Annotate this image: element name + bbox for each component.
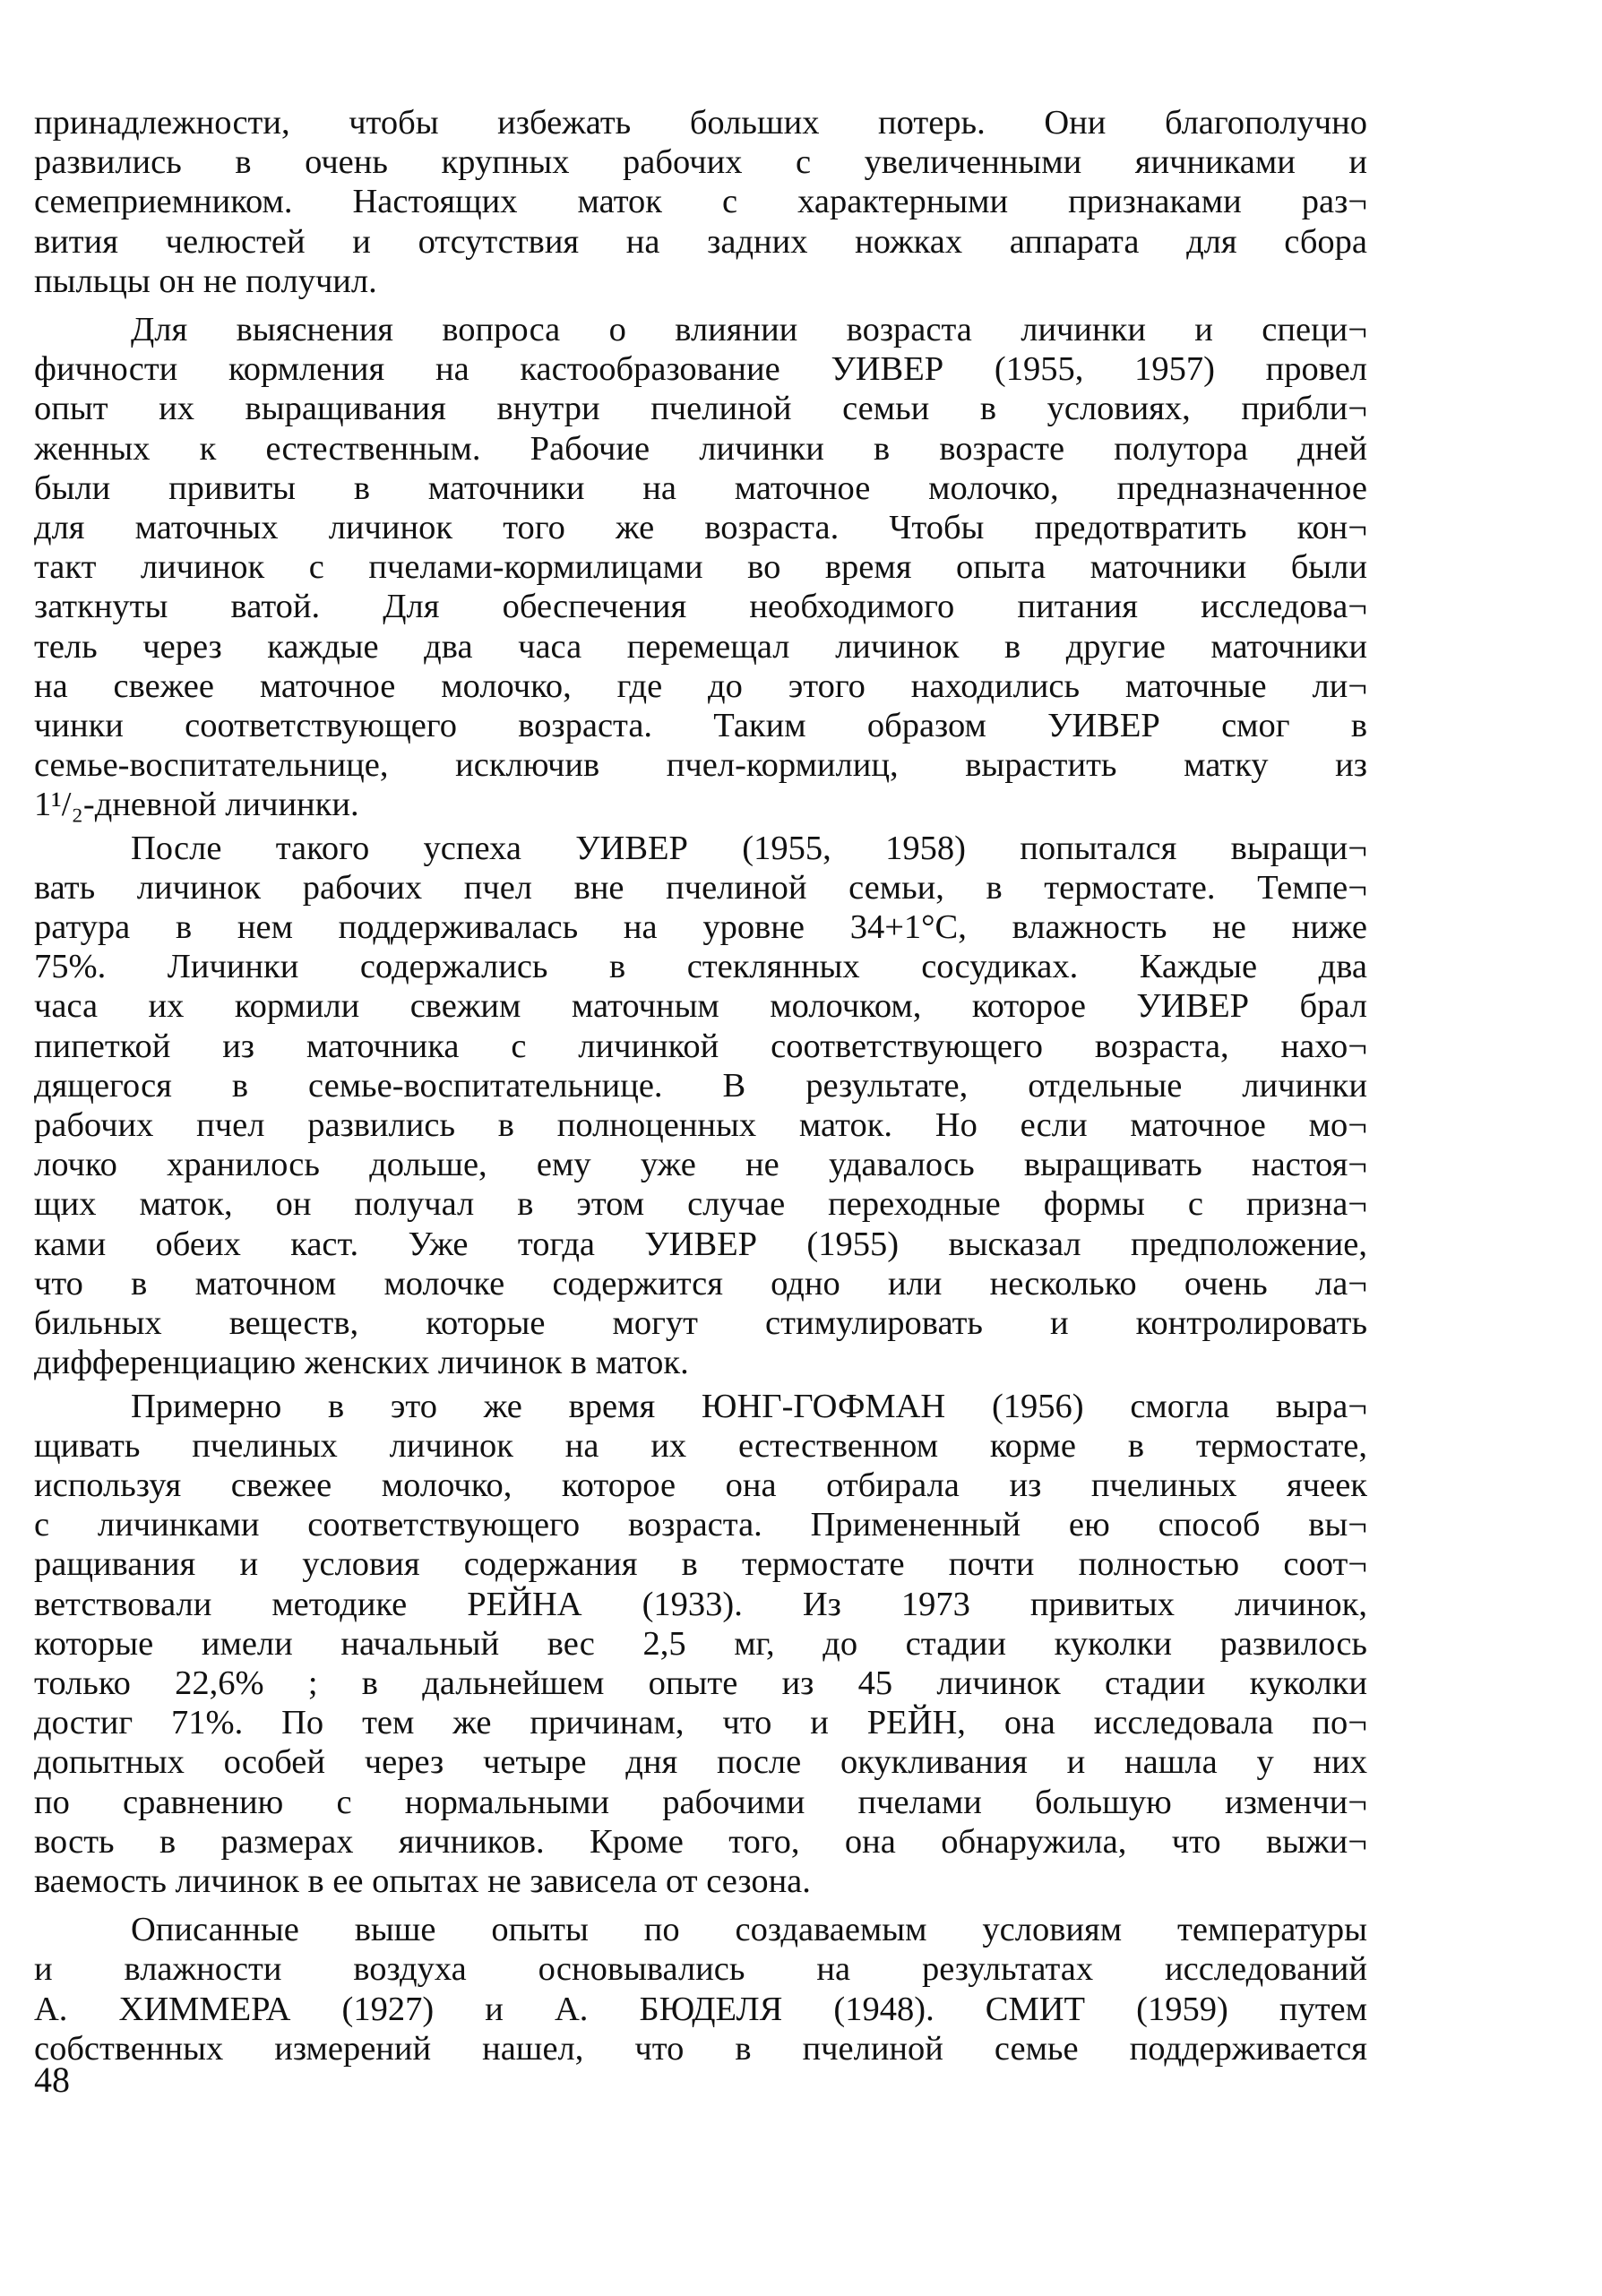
paragraph-2 <box>34 310 1367 825</box>
text-line: рабочих пчел развились в полноценных маток. Но если маточное мо¬ <box>34 1106 1367 1145</box>
text-line: дифференциацию женских личинок в маток. <box>34 1344 689 1382</box>
text-line: заткнуты ватой. Для обеспечения необходимого питания исследова¬ <box>34 588 1367 626</box>
text-line: на свежее маточное молочко, где до этого находились маточные ли¬ <box>34 666 1367 705</box>
text-line: пипеткой из маточника с личинкой соответствующего возраста, нахо¬ <box>34 1027 1367 1065</box>
text-line: 75%. Личинки содержались в стеклянных сосудиках. Каждые два <box>34 948 1367 986</box>
text-line: тель через каждые два часа перемещал личинок в другие маточники <box>34 627 1367 666</box>
text-line: После такого успеха УИВЕР (1955, 1958) попытался выращи¬ <box>131 829 1367 867</box>
text-line: по сравнению с нормальными рабочими пчелами большую изменчи¬ <box>34 1783 1367 1821</box>
text-line: были привиты в маточники на маточное молочко, предназначенное <box>34 469 1367 507</box>
text-line: ваемость личинок в ее опытах не зависела от сезона. <box>34 1862 811 1900</box>
text-line: что в маточном молочке содержится одно или несколько очень ла¬ <box>34 1264 1367 1303</box>
text-line: и влажности воздуха основывались на результатах исследований <box>34 1950 1367 1989</box>
page-body <box>34 103 1367 2068</box>
text-line: развились в очень крупных рабочих с увеличенными яичниками и <box>34 143 1367 182</box>
paragraph-1 <box>34 103 1367 301</box>
text-line: такт личинок с пчелами-кормилицами во время опыта маточники были <box>34 548 1367 587</box>
text-line: пыльцы он не получил. <box>34 262 377 300</box>
page-number: 48 <box>34 2060 70 2100</box>
text-line: А. ХИММЕРА (1927) и А. БЮДЕЛЯ (1948). СМИТ (1959) путем <box>34 1990 1367 2028</box>
text-line: ветствовали методике РЕЙНА (1933). Из 1973 привитых личинок, <box>34 1585 1367 1623</box>
text-line: собственных измерений нашел, что в пчелиной семье поддерживается <box>34 2029 1367 2068</box>
text-line: бильных веществ, которые могут стимулировать и контролировать <box>34 1304 1367 1343</box>
text-line: чинки соответствующего возраста. Таким образом УИВЕР смог в <box>34 707 1367 745</box>
text-line: ращивания и условия содержания в термостате почти полностью соот¬ <box>34 1545 1367 1584</box>
text-line: допытных особей через четыре дня после окукливания и нашла у них <box>34 1743 1367 1782</box>
paragraph-5 <box>34 1910 1367 2068</box>
text-line: Описанные выше опыты по создаваемым условиям температуры <box>131 1911 1367 1949</box>
text-line: принадлежности, чтобы избежать больших потерь. Они благополучно <box>34 104 1367 142</box>
paragraph-4 <box>34 1387 1367 1902</box>
paragraph-3 <box>34 829 1367 1383</box>
text-line: щивать пчелиных личинок на их естественном корме в термостате, <box>34 1426 1367 1465</box>
text-line: с личинками соответствующего возраста. Примененный ею способ вы¬ <box>34 1506 1367 1544</box>
text-line: дящегося в семье-воспитательнице. В результате, отдельные личинки <box>34 1066 1367 1105</box>
text-line: опыт их выращивания внутри пчелиной семьи в условиях, прибли¬ <box>34 390 1367 428</box>
text-line: ратура в нем поддерживалась на уровне 34+1°С, влажность не ниже <box>34 908 1367 947</box>
text-line: 1¹/₂-дневной личинки. <box>34 786 359 824</box>
text-line: щих маток, он получал в этом случае переходные формы с призна¬ <box>34 1185 1367 1224</box>
text-line: часа их кормили свежим маточным молочком, которое УИВЕР брал <box>34 987 1367 1026</box>
text-line: фичности кормления на кастообразование УИВЕР (1955, 1957) провел <box>34 350 1367 389</box>
text-line: используя свежее молочко, которое она отбирала из пчелиных ячеек <box>34 1466 1367 1504</box>
text-line: вать личинок рабочих пчел вне пчелиной семьи, в термостате. Темпе¬ <box>34 868 1367 907</box>
text-line: для маточных личинок того же возраста. Чтобы предотвратить кон¬ <box>34 509 1367 547</box>
text-line: Примерно в это же время ЮНГ-ГОФМАН (1956) смогла выра¬ <box>131 1387 1367 1425</box>
text-line: женных к естественным. Рабочие личинки в возрасте полутора дней <box>34 429 1367 468</box>
text-line: лочко хранилось дольше, ему уже не удавалось выращивать настоя¬ <box>34 1146 1367 1184</box>
text-line: семье-воспитательнице, исключив пчел-кормилиц, вырастить матку из <box>34 746 1367 785</box>
text-line: только 22,6% ; в дальнейшем опыте из 45 личинок стадии куколки <box>34 1664 1367 1702</box>
text-line: семеприемником. Настоящих маток с характерными признаками раз¬ <box>34 183 1367 221</box>
text-line: ками обеих каст. Уже тогда УИВЕР (1955) высказал предположение, <box>34 1225 1367 1263</box>
text-line: вития челюстей и отсутствия на задних ножках аппарата для сбора <box>34 222 1367 261</box>
text-line: достиг 71%. По тем же причинам, что и РЕЙН, она исследовала по¬ <box>34 1704 1367 1742</box>
text-line: вость в размерах яичников. Кроме того, она обнаружила, что выжи¬ <box>34 1822 1367 1861</box>
text-line: Для выяснения вопроса о влиянии возраста личинки и специ¬ <box>131 311 1367 349</box>
text-line: которые имели начальный вес 2,5 мг, до стадии куколки развилось <box>34 1624 1367 1663</box>
